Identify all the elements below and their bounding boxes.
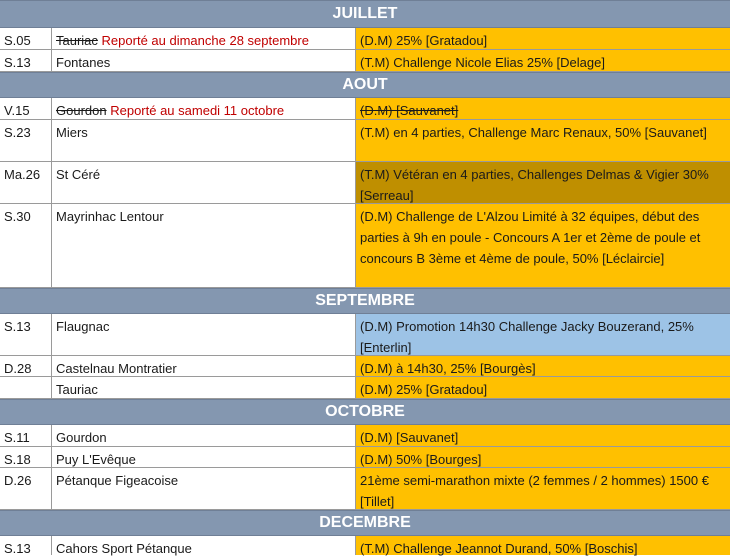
info-cell: (T.M) Challenge Jeannot Durand, 50% [Boschis] [356, 536, 730, 555]
place-cell: Miers [52, 120, 356, 161]
table-row [0, 28, 730, 50]
date-cell: S.30 [0, 204, 52, 287]
place-cell: Mayrinhac Lentour [52, 204, 356, 287]
place-cell: Flaugnac [52, 314, 356, 355]
date-cell: S.13 [0, 536, 52, 555]
date-cell [0, 377, 52, 398]
place-cell [52, 28, 356, 49]
table-row [0, 120, 730, 162]
date-cell: S.13 [0, 314, 52, 355]
postponed-note: Reporté au dimanche 28 septembre [101, 33, 309, 48]
info-cell: (T.M) en 4 parties, Challenge Marc Renaux, 50% [Sauvanet] [356, 120, 730, 161]
info-cell: (D.M) à 14h30, 25% [Bourgès] [356, 356, 730, 376]
table-row [0, 50, 730, 72]
month-title: SEPTEMBRE [315, 292, 415, 309]
info-cell: (D.M) 50% [Bourges] [356, 447, 730, 467]
date-cell: S.11 [0, 425, 52, 446]
date-cell: S.23 [0, 120, 52, 161]
table-row [0, 468, 730, 510]
month-header-aout [0, 72, 730, 98]
table-row [0, 447, 730, 468]
table-row [0, 98, 730, 120]
info-cell: (T.M) Vétéran en 4 parties, Challenges Delmas & Vigier 30% [Serreau] [356, 162, 730, 203]
table-row [0, 204, 730, 288]
place-name-cancelled: Gourdon [56, 103, 107, 118]
info-cell: (D.M) [Sauvanet] [356, 98, 730, 119]
info-cell: (D.M) 25% [Gratadou] [356, 377, 730, 398]
month-title: DECEMBRE [319, 514, 411, 531]
info-cell: 21ème semi-marathon mixte (2 femmes / 2 hommes) 1500 € [Tillet] [356, 468, 730, 509]
date-cell: S.13 [0, 50, 52, 71]
place-cell: Fontanes [52, 50, 356, 71]
month-header-decembre [0, 510, 730, 536]
date-cell: S.18 [0, 447, 52, 467]
info-cell: (D.M) 25% [Gratadou] [356, 28, 730, 49]
info-cell: (D.M) [Sauvanet] [356, 425, 730, 446]
month-title: JUILLET [332, 5, 398, 22]
date-cell: V.15 [0, 98, 52, 119]
place-cell: Puy L'Evêque [52, 447, 356, 467]
date-cell: D.26 [0, 468, 52, 509]
table-row [0, 314, 730, 356]
month-header-septembre [0, 288, 730, 314]
date-cell: Ma.26 [0, 162, 52, 203]
table-row [0, 377, 730, 399]
info-cell: (T.M) Challenge Nicole Elias 25% [Delage] [356, 50, 730, 71]
place-name-cancelled: Tauriac [56, 33, 98, 48]
date-cell: S.05 [0, 28, 52, 49]
table-row [0, 425, 730, 447]
month-header-octobre [0, 399, 730, 425]
month-header-juillet [0, 0, 730, 28]
place-cell: Castelnau Montratier [52, 356, 356, 376]
place-cell: Tauriac [52, 377, 356, 398]
place-cell [52, 98, 356, 119]
postponed-note: Reporté au samedi 11 octobre [110, 103, 285, 118]
info-cell: (D.M) Challenge de L'Alzou Limité à 32 équipes, début des parties à 9h en poule - Concours A 1er et 2ème de poule et concours B 3ème et 4ème de poule, 50% [Léclaircie] [356, 204, 730, 287]
info-cell: (D.M) Promotion 14h30 Challenge Jacky Bouzerand, 25% [Enterlin] [356, 314, 730, 355]
place-cell: Pétanque Figeacoise [52, 468, 356, 509]
place-cell: St Céré [52, 162, 356, 203]
month-title: AOUT [342, 76, 388, 93]
table-row [0, 162, 730, 204]
table-row [0, 356, 730, 377]
place-cell: Cahors Sport Pétanque [52, 536, 356, 555]
place-cell: Gourdon [52, 425, 356, 446]
date-cell: D.28 [0, 356, 52, 376]
table-row [0, 536, 730, 555]
month-title: OCTOBRE [325, 403, 405, 420]
